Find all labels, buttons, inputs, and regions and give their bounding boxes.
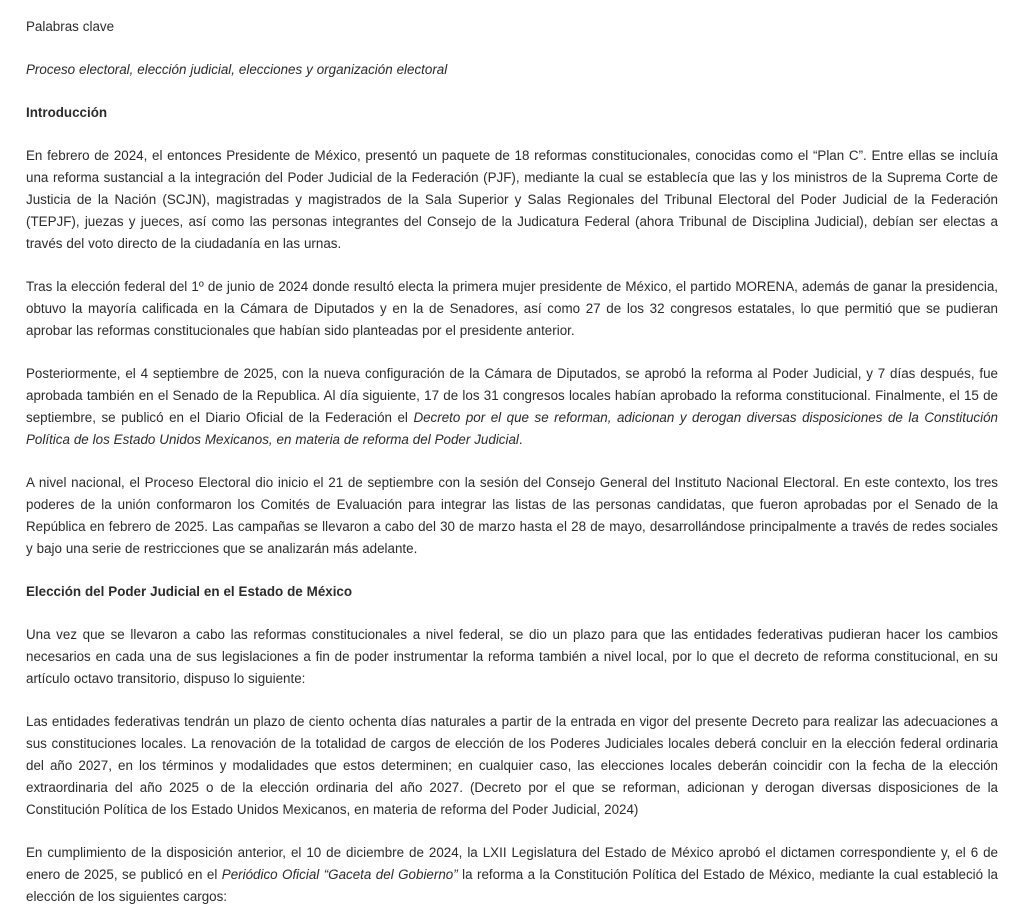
keywords-text: Proceso electoral, elección judicial, elecciones y organización electoral — [26, 62, 448, 77]
paragraph-state-reform — [26, 842, 998, 908]
paragraph-state-reform-text: En cumplimiento de la disposición anterior, el 10 de diciembre de 2024, la LXII Legislatura del Estado de México aprobó el dictamen correspondiente y, el 6 de enero de 2025, se publicó en el — [26, 845, 998, 882]
paragraph-plan-c: En febrero de 2024, el entonces Presidente de México, presentó un paquete de 18 reformas constitucionales, conocidas como el “Plan C”. Entre ellas se incluía una reforma sustancial a la integración del Poder Judicial de la Federación (PJF), mediante la cual se establecía que las y los ministros de la Suprema Corte de Justicia de la Nación (SCJN), magistradas y magistrados de la Sala Superior y Salas Regionales del Tribunal Electoral del Poder Judicial de la Federación (TEPJF), juezas y jueces, así como las personas integrantes del Consejo de la Judicatura Federal (ahora Tribunal de Disciplina Judicial), debían ser electas a través del voto directo de la ciudadanía en las urnas. — [26, 148, 998, 251]
paragraph-reform-approval-text: Posteriormente, el 4 septiembre de 2025, con la nueva configuración de la Cámara de Diputados, se aprobó la reforma al Poder Judicial, y 7 días después, fue aprobada también en el Senado de la Republica. Al día siguiente, 17 de los 31 congresos locales habían aprobado la reforma constitucional. Finalmente, el 15 de septiembre, se publicó en el Diario Oficial de la Federación el — [26, 366, 998, 425]
intro-heading: Introducción — [26, 105, 108, 120]
paragraph-reform-approval-end: . — [518, 432, 523, 447]
decree-title: Decreto por el que se reforman, adicionan y derogan diversas disposiciones de la Constitución Política de los Estado Unidos Mexicanos, en materia de reforma del Poder Judicial — [26, 410, 999, 447]
paragraph-reform-approval — [26, 363, 998, 451]
paragraph-federal-election: Tras la elección federal del 1º de junio de 2024 donde resultó electa la primera mujer presidente de México, el partido MORENA, además de ganar la presidencia, obtuvo la mayoría calificada en la Cámara de Diputados y en la de Senadores, así como 27 de los 32 congresos estatales, lo que permitió que se pudieran aprobar las reformas constitucionales que habían sido planteadas por el presidente anterior. — [26, 279, 998, 338]
paragraph-electoral-process: A nivel nacional, el Proceso Electoral dio inicio el 21 de septiembre con la sesión del Consejo General del Instituto Nacional Electoral. En este contexto, los tres poderes de la unión conformaron los Comités de Evaluación para integrar las listas de las personas candidatas, que fueron aprobadas por el Senado de la República en febrero de 2025. Las campañas se llevaron a cabo del 30 de marzo hasta el 28 de mayo, desarrollándose principalmente a través de redes sociales y bajo una serie de restricciones que se analizarán más adelante. — [26, 475, 998, 556]
paragraph-transitory-quote: Las entidades federativas tendrán un plazo de ciento ochenta días naturales a partir de la entrada en vigor del presente Decreto para realizar las adecuaciones a sus constituciones locales. La renovación de la totalidad de cargos de elección de los Poderes Judiciales locales deberá concluir en la elección federal ordinaria del año 2027, en los términos y modalidades que estos determinen; en cualquier caso, las elecciones locales deberán coincidir con la fecha de la elección extraordinaria del año 2025 o de la elección ordinaria del año 2027. (Decreto por el que se reforman, adicionan y derogan diversas disposiciones de la Constitución Política de los Estado Unidos Mexicanos, en materia de reforma del Poder Judicial, 2024) — [26, 714, 998, 817]
keywords-label: Palabras clave — [26, 19, 115, 34]
paragraph-state-reform-end: la reforma a la Constitución Política del Estado de México, mediante la cual estableció la elección de los siguientes cargos: — [26, 867, 998, 904]
paragraph-local-reforms: Una vez que se llevaron a cabo las reformas constitucionales a nivel federal, se dio un plazo para que las entidades federativas pudieran hacer los cambios necesarios en cada una de sus legislaciones a fin de poder instrumentar la reforma también a nivel local, por lo que el decreto de reforma constitucional, en su artículo octavo transitorio, dispuso lo siguiente: — [26, 627, 998, 686]
gaceta-title: Periódico Oficial “Gaceta del Gobierno” — [221, 867, 458, 882]
section-heading-estado-de-mexico: Elección del Poder Judicial en el Estado de México — [26, 584, 353, 599]
